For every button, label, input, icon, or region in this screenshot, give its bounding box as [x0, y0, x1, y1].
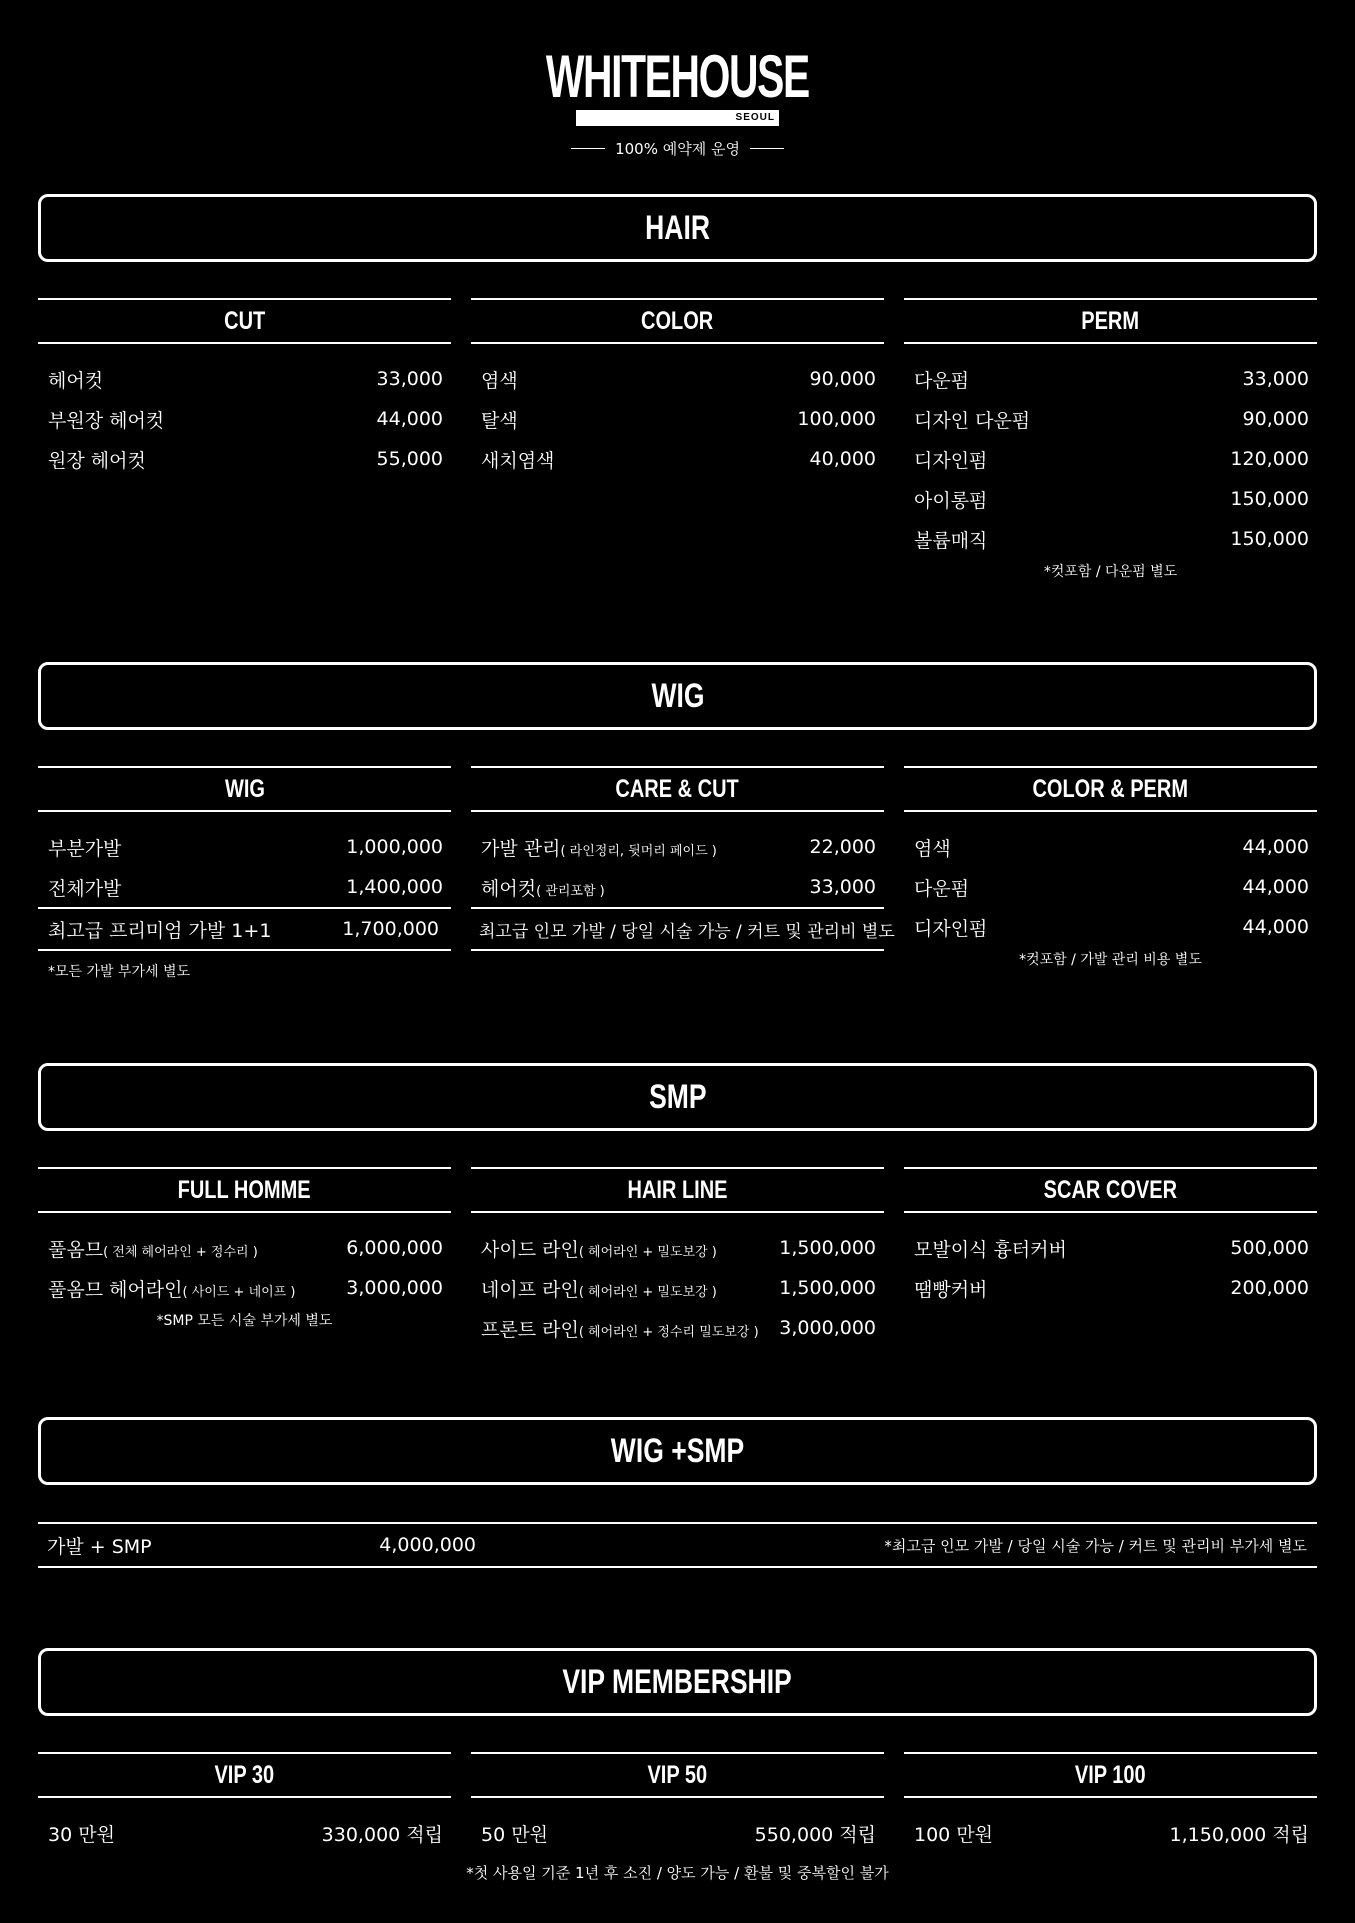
- column-title: VIP 30: [38, 1752, 451, 1798]
- column-title: CUT: [38, 298, 451, 344]
- menu-item: 전체가발 1,400,000: [48, 876, 443, 900]
- menu-item: 사이드 라인( 헤어라인 + 밀도보강 ) 1,500,000: [481, 1237, 876, 1261]
- menu-item: 원장 헤어컷 55,000: [48, 448, 443, 472]
- tagline: [0, 138, 1355, 159]
- menu-item: 다운펌 33,000: [914, 368, 1309, 392]
- menu-column-hair-line: [471, 1167, 884, 1348]
- column-title: VIP 100: [904, 1752, 1317, 1798]
- menu-item: 풀옴므( 전체 헤어라인 + 정수리 ) 6,000,000: [48, 1237, 443, 1261]
- menu-item: 부원장 헤어컷 44,000: [48, 408, 443, 432]
- menu-item: 탈색 100,000: [481, 408, 876, 432]
- section-banner-wig: WIG: [38, 662, 1317, 730]
- menu-item: 프론트 라인( 헤어라인 + 정수리 밀도보강 ) 3,000,000: [481, 1317, 876, 1341]
- section-banner-wig-smp: WIG +SMP: [38, 1417, 1317, 1485]
- menu-column-cut: [38, 298, 451, 479]
- menu-item: 네이프 라인( 헤어라인 + 밀도보강 ) 1,500,000: [481, 1277, 876, 1301]
- menu-item: 아이롱펌 150,000: [914, 488, 1309, 512]
- vip-row: 30 만원 330,000 적립: [48, 1823, 443, 1846]
- menu-column-perm: [904, 298, 1317, 581]
- menu-item-name: 가발 + SMP: [47, 1535, 152, 1558]
- menu-item-price: 4,000,000: [379, 1534, 476, 1556]
- vip-row: 100 만원 1,150,000 적립: [914, 1823, 1309, 1846]
- menu-item: 디자인펌 120,000: [914, 448, 1309, 472]
- vip-row: 50 만원 550,000 적립: [481, 1823, 876, 1846]
- menu-item: 헤어컷( 관리포함 ) 33,000: [481, 876, 876, 900]
- menu-column-color: [471, 298, 884, 479]
- wig-smp-note: *최고급 인모 가발 / 당일 시술 가능 / 커트 및 관리비 부가세 별도: [884, 1536, 1307, 1555]
- column-note: *모든 가발 부가세 별도: [48, 964, 191, 980]
- column-title: PERM: [904, 298, 1317, 344]
- section-banner-vip: VIP MEMBERSHIP: [38, 1648, 1317, 1716]
- menu-item: 디자인 다운펌 90,000: [914, 408, 1309, 432]
- menu-item: 풀옴므 헤어라인( 사이드 + 네이프 ) 3,000,000: [48, 1277, 443, 1301]
- tagline-dash-right: [750, 148, 784, 149]
- logo: [0, 43, 1355, 110]
- logo-sub: SEOUL: [735, 112, 775, 123]
- column-title: SCAR COVER: [904, 1167, 1317, 1213]
- vip-tier-30: [38, 1752, 451, 1853]
- menu-item: 새치염색 40,000: [481, 448, 876, 472]
- menu-item: 부분가발 1,000,000: [48, 836, 443, 860]
- menu-item: 헤어컷 33,000: [48, 368, 443, 392]
- menu-column-wig: [38, 766, 451, 981]
- column-title: FULL HOMME: [38, 1167, 451, 1213]
- vip-tier-50: [471, 1752, 884, 1853]
- column-note: *컷포함 / 가발 관리 비용 별도: [1019, 952, 1202, 968]
- column-title: HAIR LINE: [471, 1167, 884, 1213]
- menu-item: 모발이식 흉터커버 500,000: [914, 1237, 1309, 1261]
- column-title: CARE & CUT: [471, 766, 884, 812]
- menu-column-color-perm: [904, 766, 1317, 969]
- menu-item: 염색 90,000: [481, 368, 876, 392]
- tagline-text: 100% 예약제 운영: [615, 140, 740, 158]
- column-title: COLOR: [471, 298, 884, 344]
- section-banner-hair: HAIR: [38, 194, 1317, 262]
- column-title: COLOR & PERM: [904, 766, 1317, 812]
- menu-column-full-homme: [38, 1167, 451, 1330]
- column-note-row: 최고급 인모 가발 / 당일 시술 가능 / 커트 및 관리비 별도: [471, 907, 884, 951]
- vip-tier-100: [904, 1752, 1317, 1853]
- menu-column-care-cut: [471, 766, 895, 951]
- wig-smp-row: [38, 1522, 1317, 1568]
- column-note: *컷포함 / 다운펌 별도: [1043, 564, 1178, 580]
- menu-item: 땜빵커버 200,000: [914, 1277, 1309, 1301]
- section-banner-smp: SMP: [38, 1063, 1317, 1131]
- logo-wordmark: WHITEHOUSE: [546, 43, 809, 110]
- menu-item: 볼륨매직 150,000: [914, 528, 1309, 552]
- menu-item: 다운펌 44,000: [914, 876, 1309, 900]
- menu-item: 가발 관리( 라인정리, 뒷머리 페이드 ) 22,000: [481, 836, 876, 860]
- vip-note: *첫 사용일 기준 1년 후 소진 / 양도 가능 / 환불 및 중복할인 불가: [466, 1864, 889, 1882]
- menu-item: 염색 44,000: [914, 836, 1309, 860]
- column-title: VIP 50: [471, 1752, 884, 1798]
- column-title: WIG: [38, 766, 451, 812]
- menu-item-featured: 최고급 프리미엄 가발 1+1 1,700,000: [38, 907, 451, 951]
- menu-column-scar-cover: [904, 1167, 1317, 1308]
- tagline-dash-left: [571, 148, 605, 149]
- menu-item: 디자인펌 44,000: [914, 916, 1309, 940]
- column-note: *SMP 모든 시술 부가세 별도: [156, 1313, 333, 1329]
